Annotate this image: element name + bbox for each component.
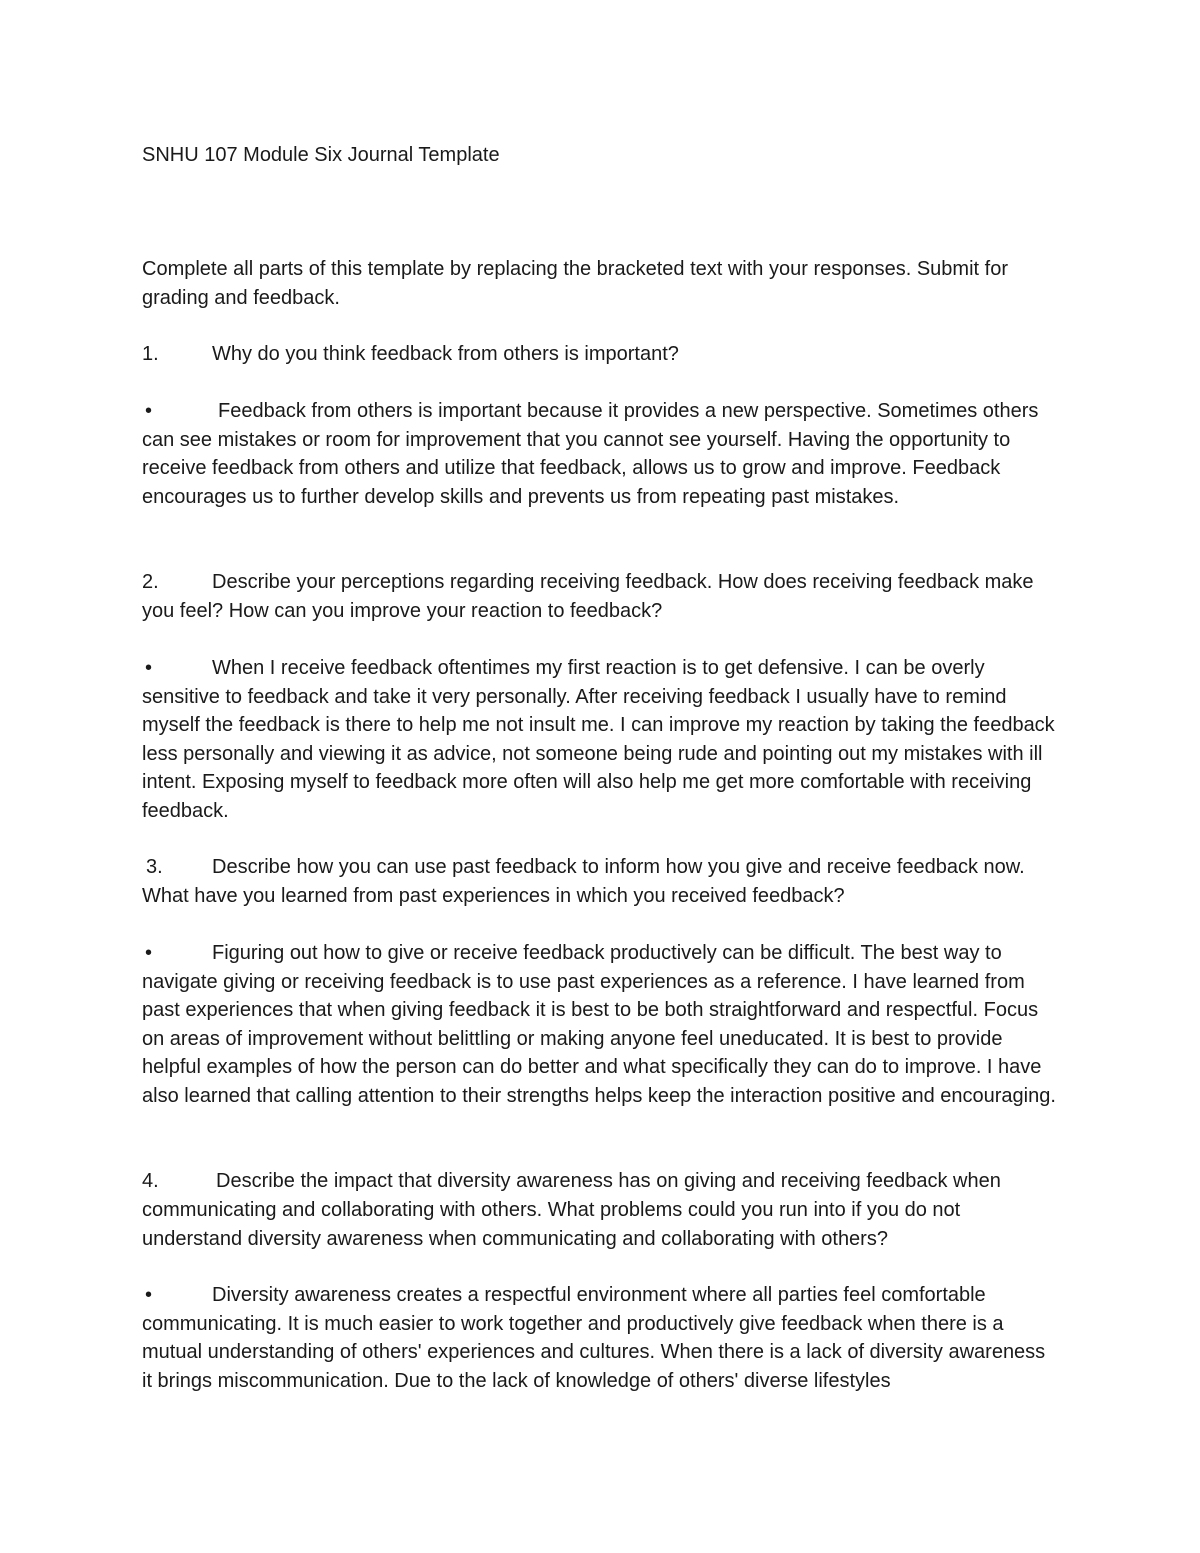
answer-2 — [142, 654, 1058, 826]
answer-2-text: When I receive feedback oftentimes my first reaction is to get defensive. I can be overly sensitive to feedback and take it very personally. After receiving feedback I usually have to remind myself the feedback is there to help me not insult me. I can improve my reaction by taking the feedback less personally and viewing it as advice, not someone being rude and pointing out my mistakes with ill intent. Exposing myself to feedback more often will also help me get more comfortable with receiving feedback. — [142, 657, 1055, 822]
question-1-text: Why do you think feedback from others is important? — [212, 343, 679, 365]
question-4-number: 4. — [142, 1170, 159, 1192]
question-2-text: Describe your perceptions regarding receiving feedback. How does receiving feedback make you feel? How can you improve your reaction to feedback? — [142, 571, 1034, 622]
page-title: SNHU 107 Module Six Journal Template — [142, 144, 500, 166]
answer-4 — [142, 1281, 1058, 1395]
question-1 — [142, 340, 1058, 369]
answer-3-text: Figuring out how to give or receive feedback productively can be difficult. The best way to navigate giving or receiving feedback is to use past experiences as a reference. I have learned from past experiences that when giving feedback it is best to be both straightforward and respectful. Focus on areas of improvement without belittling or making anyone feel uneducated. It is best to provide helpful examples of how the person can do better and what specifically they can do to improve. I have also learned that calling attention to their strengths helps keep the interaction positive and encouraging. — [142, 942, 1056, 1107]
answer-1 — [142, 397, 1058, 511]
answer-3 — [142, 939, 1058, 1111]
question-3-number: 3. — [146, 856, 163, 878]
bullet-icon: • — [145, 1284, 153, 1306]
question-4-text: Describe the impact that diversity awareness has on giving and receiving feedback when communicating and collaborating with others. What problems could you run into if you do not understand diversity awareness when communicating and collaborating with others? — [142, 1170, 1001, 1250]
question-2 — [142, 568, 1058, 626]
bullet-icon: • — [145, 400, 153, 422]
bullet-icon: • — [145, 657, 153, 679]
instructions-text: Complete all parts of this template by replacing the bracketed text with your responses. Submit for grading and feedback. — [142, 258, 1008, 309]
question-4 — [142, 1167, 1058, 1254]
answer-4-text: Diversity awareness creates a respectful environment where all parties feel comfortable communicating. It is much easier to work together and productively give feedback when there is a mutual understanding of others' experiences and cultures. When there is a lack of diversity awareness it brings miscommunication. Due to the lack of knowledge of others' diverse lifestyles — [142, 1284, 1046, 1392]
answer-1-text: Feedback from others is important because it provides a new perspective. Sometimes others can see mistakes or room for improvement that you cannot see yourself. Having the opportunity to receive feedback from others and utilize that feedback, allows us to grow and improve. Feedback encourages us to further develop skills and prevents us from repeating past mistakes. — [142, 400, 1039, 508]
bullet-icon: • — [145, 942, 153, 964]
question-2-number: 2. — [142, 571, 159, 593]
question-3-text: Describe how you can use past feedback to inform how you give and receive feedback now. What have you learned from past experiences in which you received feedback? — [142, 856, 1025, 907]
question-1-number: 1. — [142, 343, 159, 365]
question-3 — [142, 853, 1058, 911]
